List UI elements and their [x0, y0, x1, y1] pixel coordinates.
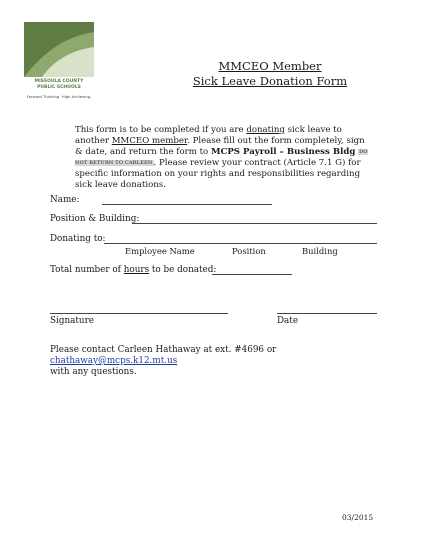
instructions-paragraph: This form is to be completed if you are donating sick leave to another MMCEO member. Please fill out the form completely, sign & date, and return the form to MCPS Payroll – Business Bldg DO NOT RETURN TO CARLEEN. Please review your contract (Article 7.1 G) for specific information on your rights and responsibilities regarding sick leave donations. — [75, 125, 368, 190]
hours-label: Total number of hours to be donated: — [50, 265, 217, 275]
logo-line2: PUBLIC SCHOOLS — [37, 85, 81, 90]
position-caption: Position — [232, 246, 266, 256]
logo-tagline: Forward Thinking. High Achieving. — [26, 94, 92, 99]
position-building-field[interactable] — [132, 223, 377, 224]
name-field[interactable] — [102, 204, 272, 205]
date-field[interactable] — [277, 313, 377, 314]
form-title-line2: Sick Leave Donation Form — [192, 74, 348, 88]
signature-field[interactable] — [50, 313, 228, 314]
signature-label: Signature — [50, 316, 94, 326]
employee-name-caption: Employee Name — [125, 246, 195, 256]
hours-field[interactable] — [212, 274, 292, 275]
donating-to-label: Donating to: — [50, 234, 106, 244]
revision-date: 03/2015 — [342, 513, 374, 522]
logo-graphic — [24, 22, 94, 77]
building-caption: Building — [302, 246, 338, 256]
date-label: Date — [277, 316, 299, 326]
contact-email-link[interactable]: chathaway@mcps.k12.mt.us — [50, 356, 178, 366]
form-title-line1: MMCEO Member — [218, 59, 322, 73]
do-not-return-stamp: DO NOT RETURN TO CARLEEN — [75, 149, 368, 166]
name-label: Name: — [50, 195, 80, 205]
district-logo — [24, 22, 94, 100]
contact-text: Please contact Carleen Hathaway at ext. #4696 or chathaway@mcps.k12.mt.us with any questions. — [50, 345, 277, 377]
donating-to-field[interactable] — [104, 243, 377, 244]
logo-line1: MISSOULA COUNTY — [34, 79, 84, 84]
position-building-label: Position & Building: — [50, 214, 140, 224]
logo-mark — [24, 22, 94, 77]
